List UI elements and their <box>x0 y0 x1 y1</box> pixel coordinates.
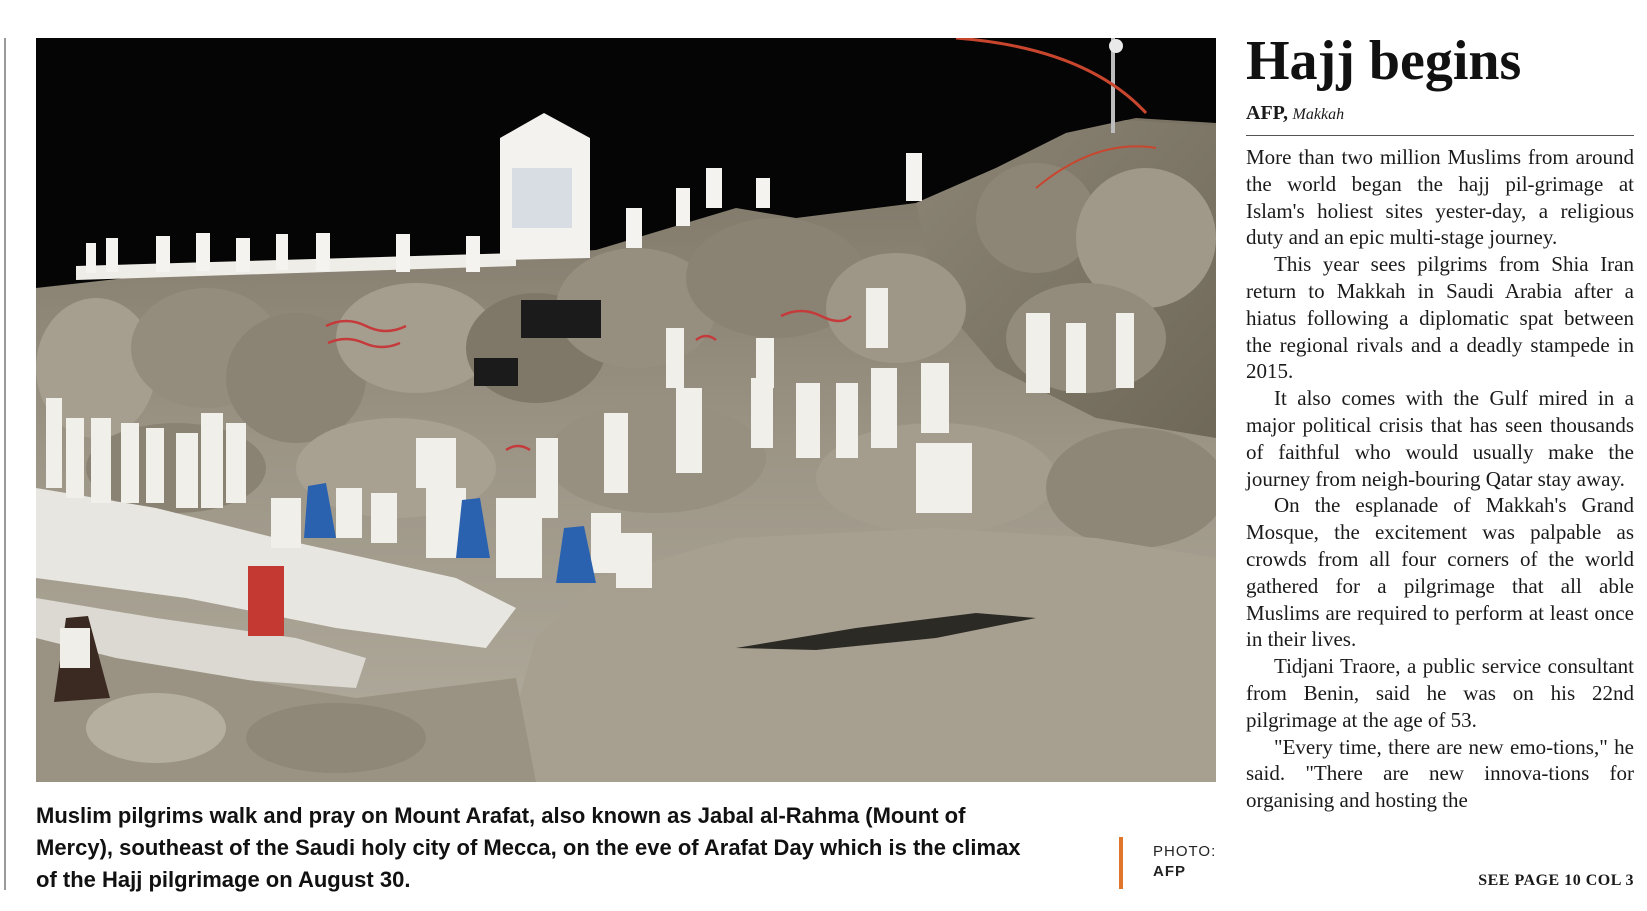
article-body <box>1246 144 1634 814</box>
photo-credit <box>1153 842 1216 882</box>
mount-arafat-photo <box>36 38 1216 782</box>
article-paragraph: On the esplanade of Makkah's Grand Mosque, the excitement was palpable as crowds from all four corners of the world gathered for a pilgrimage that all able Muslims are required to perform at least once in their lives. <box>1246 493 1634 652</box>
article-paragraph: This year sees pilgrims from Shia Iran return to Makkah in Saudi Arabia after a hiatus following a diplomatic spat between the regional rivals and a deadly stampede in 2015. <box>1246 252 1634 384</box>
article-headline: Hajj begins <box>1246 30 1522 92</box>
article-paragraph: It also comes with the Gulf mired in a major political crisis that has seen thousands of faithful who would usually make the journey from neigh-bouring Qatar stay away. <box>1246 386 1634 491</box>
continuation-jump-line: SEE PAGE 10 COL 3 <box>1478 872 1634 889</box>
news-photo <box>36 38 1216 782</box>
byline-agency: AFP, <box>1246 102 1289 124</box>
article-paragraph: "Every time, there are new emo-tions," he said. "There are new innova-tions for organising and hosting the <box>1246 734 1634 813</box>
photo-credit-label: PHOTO: <box>1153 843 1217 860</box>
page-column-rule <box>4 38 6 890</box>
photo-credit-accent-rule <box>1119 837 1123 889</box>
article-paragraph: More than two million Muslims from around the world began the hajj pil-grimage at Islam's holiest sites yester-day, a religious duty and an epic multi-stage journey. <box>1246 145 1634 250</box>
photo-credit-source: AFP <box>1153 863 1186 880</box>
byline-dateline: Makkah <box>1292 106 1345 123</box>
photo-caption: Muslim pilgrims walk and pray on Mount Arafat, also known as Jabal al-Rahma (Mount of Mercy), southeast of the Saudi holy city of Mecca, on the eve of Arafat Day which is the climax of the Hajj pilgrimage on August 30. <box>36 803 1021 892</box>
article-paragraph: Tidjani Traore, a public service consultant from Benin, said he was on his 22nd pilgrimage at the age of 53. <box>1246 654 1634 732</box>
article-byline <box>1246 101 1634 136</box>
